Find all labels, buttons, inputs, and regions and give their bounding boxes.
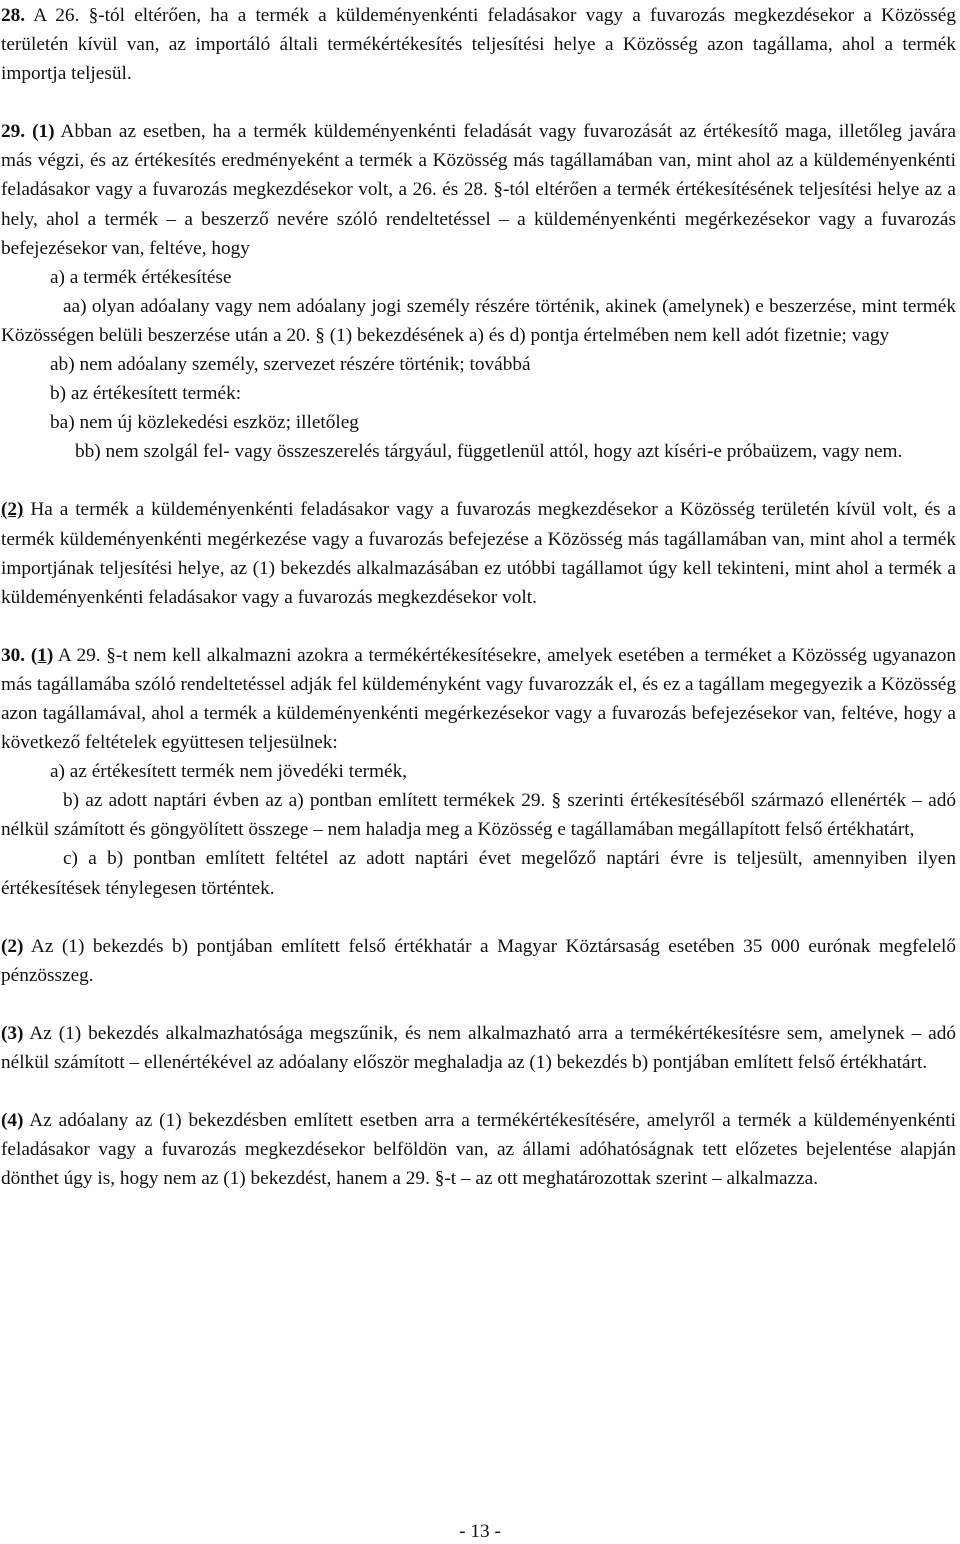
section-28 — [1, 1, 956, 88]
paragraph-text: Az (1) bekezdés alkalmazhatósága megszűnik, és nem alkalmazható arra a termékértékesítésre sem, amelynek – adó nélkül számított – ellenértékével az adóalany először meghaladja az (1) bekezdés b) pontjában említett felső értékhatárt. — [1, 1022, 956, 1073]
section-30-paragraph-2 — [1, 932, 956, 990]
paragraph-text: Ha a termék a küldeményenkénti feladásakor vagy a fuvarozás megkezdésekor a Közösség területén kívül volt, és a termék küldeményenkénti megérkezése vagy a fuvarozás befejezése a Közösség más tagállamában van, mint ahol a termék importjának teljesítési helye, az (1) bekezdés alkalmazásában ez utóbbi tagállamot úgy kell tekinteni, mint ahol a termék a küldeményenkénti feladásakor vagy a fuvarozás megkezdésekor volt. — [1, 499, 956, 608]
point-bb: bb) nem szolgál fel- vagy összeszerelés tárgyául, függetlenül attól, hogy azt kíséri-e próbaüzem, vagy nem. — [75, 441, 903, 463]
paragraph-text: Az (1) bekezdés b) pontjában említett felső értékhatár a Magyar Köztársaság esetében 35 000 eurónak megfelelő pénzösszeg. — [1, 935, 956, 986]
paragraph-number: (4) — [1, 1110, 24, 1131]
page-number: - 13 - — [459, 1521, 501, 1542]
paragraph-text: A 29. §-t nem kell alkalmazni azokra a termékértékesítésekre, amelyek esetében a terméket a Közösség ugyanazon más tagállamába szóló rendeltetéssel adják fel küldeményként vagy fuvarozzák el, és ez a tagállam megegyezik a Közösség azon tagállamával, ahol a termék a küldeményenkénti megérkezésekor vagy a fuvarozás befejezésekor van, feltéve, hogy a következő feltételek együttesen teljesülnek: — [1, 644, 956, 754]
section-text: A 26. §-tól eltérően, ha a termék a küldeményenkénti feladásakor vagy a fuvarozás megkezdésekor a Közösség területén kívül van, az importáló általi termékértékesítés teljesítési helye a Közösség azon tagállama, ahol a termék importja teljesül. — [1, 5, 956, 85]
paragraph-number: (2) — [1, 935, 24, 957]
condition-b: b) az adott naptári évben az a) pontban említett termékek 29. § szerinti értékesítéséből származó ellenérték – adó nélkül számított és göngyölített összege – nem haladja meg a Közösség e tagállamában megállapított felső értékhatárt, — [1, 790, 956, 841]
section-number: 29. — [1, 121, 26, 143]
paragraph-number: (3) — [1, 1022, 24, 1044]
section-30-paragraph-3 — [1, 1019, 956, 1077]
section-29-paragraph-1 — [1, 117, 956, 262]
paragraph-text: Az adóalany az (1) bekezdésben említett esetben arra a termékértékesítésére, amelyről a termék a küldeményenkénti feladásakor vagy a fuvarozás megkezdésekor belföldön van, az állami adóhatóságnak tett előzetes bejelentése alapján dönthet úgy is, hogy nem az (1) bekezdést, hanem a 29. §-t – az ott meghatározottak szerint – alkalmazza. — [1, 1110, 956, 1190]
section-30-paragraph-4 — [1, 1106, 956, 1193]
section-number: 28. — [1, 5, 26, 26]
condition-a: a) az értékesített termék nem jövedéki termék, — [50, 761, 408, 783]
point-ab: ab) nem adóalany személy, szervezet részére történik; továbbá — [50, 354, 531, 376]
section-30-paragraph-1 — [1, 641, 956, 757]
condition-c: c) a b) pontban említett feltétel az adott naptári évet megelőző naptári évre is teljesült, amennyiben ilyen értékesítések ténylegesen történtek. — [1, 848, 956, 899]
paragraph-text: Abban az esetben, ha a termék küldeményenkénti feladását vagy fuvarozását az értékesítő maga, illetőleg javára más végzi, és az értékesítés eredményeként a termék a Közösség más tagállamában van, mint ahol az a küldeményenkénti feladásakor vagy a fuvarozás megkezdésekor volt, a 26. és 28. §-tól eltérően a termék értékesítésének teljesítési helye az a hely, ahol a termék – a beszerző nevére szóló rendeltetéssel – a küldeményenkénti megérkezésekor vagy a fuvarozás befejezésekor van, feltéve, hogy — [1, 121, 956, 259]
paragraph-number: (2) — [1, 499, 24, 521]
paragraph-number: (1) — [30, 644, 54, 666]
paragraph-number: (1) — [32, 121, 55, 143]
point-aa: aa) olyan adóalany vagy nem adóalany jogi személy részére történik, akinek (amelynek) e beszerzése, mint termék Közösségen belüli beszerzése után a 20. § (1) bekezdésének a) és d) pontja értelmében nem kell adót fizetnie; vagy — [1, 295, 956, 346]
point-ba: ba) nem új közlekedési eszköz; illetőleg — [50, 412, 359, 434]
point-a: a) a termék értékesítése — [50, 266, 232, 288]
section-29-paragraph-2 — [1, 495, 956, 611]
section-number: 30. — [1, 644, 26, 666]
point-b: b) az értékesített termék: — [50, 383, 242, 405]
